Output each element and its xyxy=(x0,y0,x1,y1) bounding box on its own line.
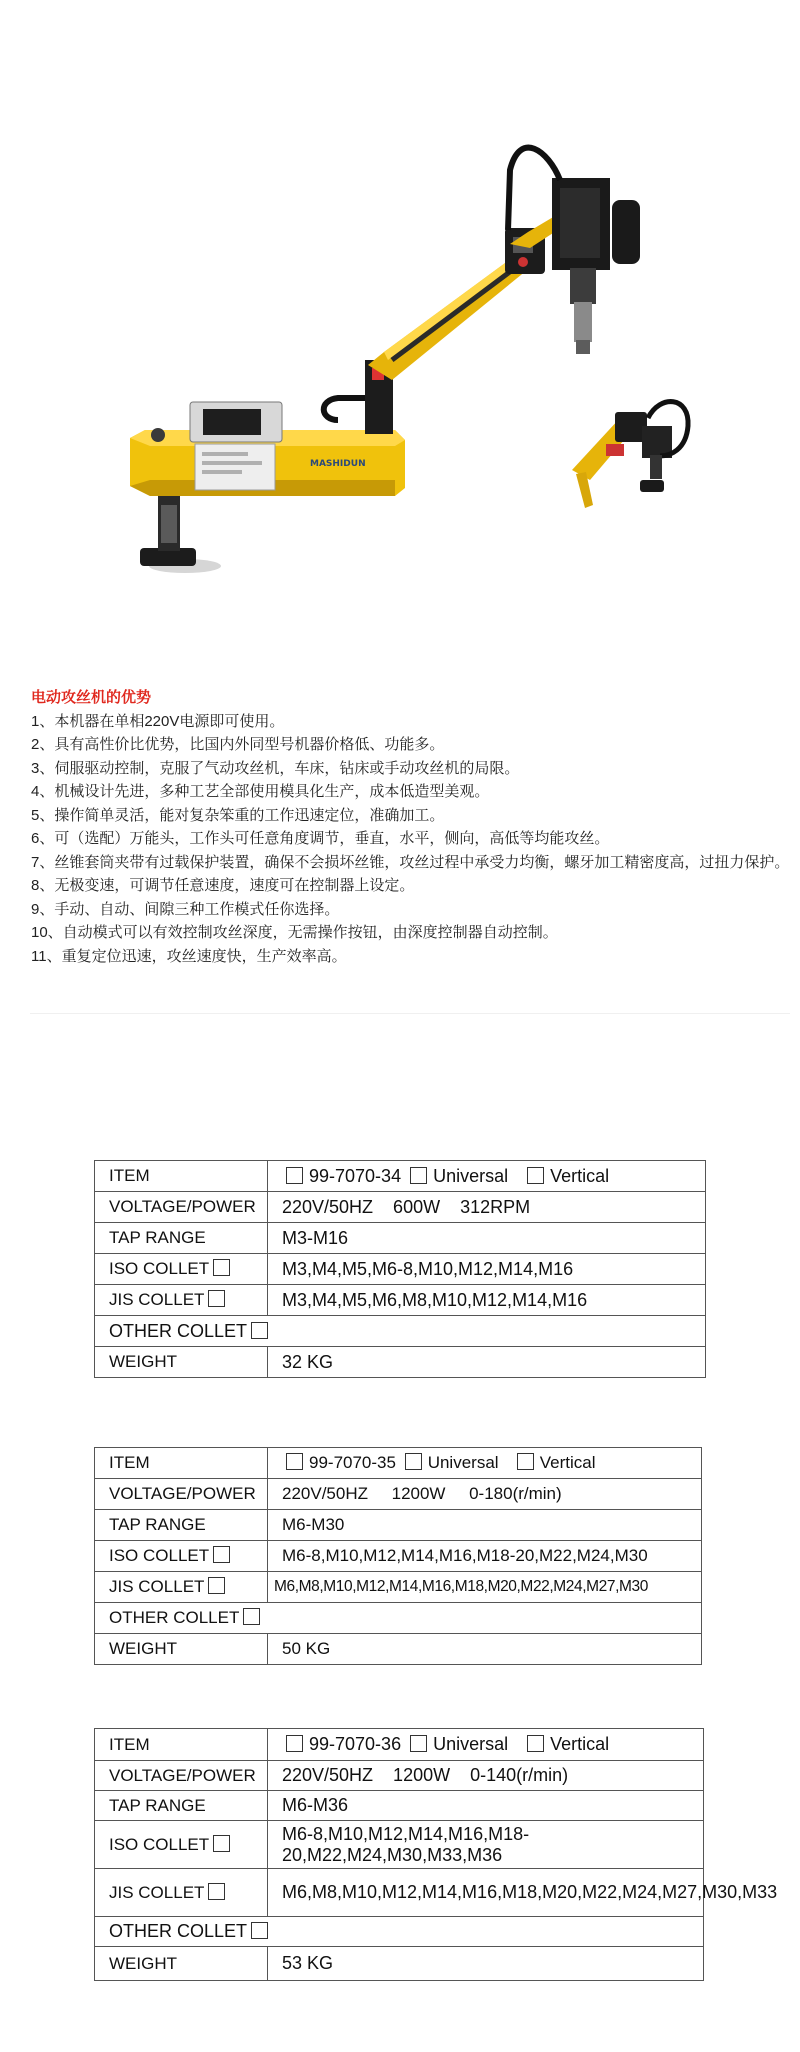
universal-label: Universal xyxy=(427,1453,499,1472)
product-photo xyxy=(0,0,800,640)
voltage-value: 220V/50HZ 600W 312RPM xyxy=(268,1192,706,1223)
item-label: ITEM xyxy=(95,1161,268,1192)
jis-collet-label: JIS COLLET xyxy=(109,1577,205,1596)
list-item: 8、无极变速，可调节任意速度，速度可在控制器上设定。 xyxy=(31,877,415,894)
list-item: 5、操作简单灵活，能对复杂笨重的工作迅速定位，准确加工。 xyxy=(31,806,445,824)
other-collet-checkbox[interactable] xyxy=(243,1608,260,1625)
other-collet-checkbox[interactable] xyxy=(251,1922,268,1939)
model-checkbox[interactable] xyxy=(286,1167,303,1184)
iso-collet-checkbox[interactable] xyxy=(213,1835,230,1852)
item-options xyxy=(268,1161,706,1192)
advantages-title: 电动攻丝机的优势 xyxy=(31,689,152,706)
model-checkbox[interactable] xyxy=(286,1735,303,1752)
tap-range-value: M6-M30 xyxy=(268,1510,702,1541)
voltage-value: 220V/50HZ 1200W 0-180(r/min) xyxy=(268,1479,702,1510)
iso-collet-cell xyxy=(95,1821,268,1869)
iso-collet-checkbox[interactable] xyxy=(213,1546,230,1563)
vertical-checkbox[interactable] xyxy=(527,1735,544,1752)
other-collet-label: OTHER COLLET xyxy=(109,1320,248,1341)
iso-collet-label: ISO COLLET xyxy=(109,1546,210,1565)
vertical-label: Vertical xyxy=(539,1453,596,1472)
jis-collet-cell xyxy=(95,1572,268,1603)
jis-collet-checkbox[interactable] xyxy=(208,1290,225,1307)
weight-value: 32 KG xyxy=(268,1347,706,1378)
other-collet-cell xyxy=(95,1917,704,1947)
spec-table-2 xyxy=(94,1447,702,1665)
universal-label: Universal xyxy=(433,1165,509,1186)
weight-label: WEIGHT xyxy=(95,1947,268,1981)
model-number: 99-7070-35 xyxy=(309,1453,396,1472)
spec-table-1 xyxy=(94,1160,706,1378)
item-options xyxy=(268,1729,704,1761)
list-item: 4、机械设计先进，多种工艺全部使用模具化生产，成本低造型美观。 xyxy=(31,783,490,800)
advantages-section xyxy=(31,686,791,968)
jis-collet-value: M3,M4,M5,M6,M8,M10,M12,M14,M16 xyxy=(268,1285,706,1316)
jis-collet-checkbox[interactable] xyxy=(208,1883,225,1900)
universal-label: Universal xyxy=(433,1734,509,1754)
model-checkbox[interactable] xyxy=(286,1453,303,1470)
jis-collet-label: JIS COLLET xyxy=(109,1290,205,1309)
universal-checkbox[interactable] xyxy=(405,1453,422,1470)
tap-range-label: TAP RANGE xyxy=(95,1223,268,1254)
voltage-label: VOLTAGE/POWER xyxy=(95,1761,268,1791)
brand-label: MASHIDUN xyxy=(310,459,366,469)
tap-range-value: M3-M16 xyxy=(268,1223,706,1254)
iso-collet-label: ISO COLLET xyxy=(109,1259,210,1278)
universal-checkbox[interactable] xyxy=(410,1735,427,1752)
model-number: 99-7070-34 xyxy=(309,1165,402,1186)
jis-collet-value: M6,M8,M10,M12,M14,M16,M18,M20,M22,M24,M27,M30,M33 xyxy=(268,1869,704,1917)
advantages-list xyxy=(31,710,791,969)
vertical-checkbox[interactable] xyxy=(527,1167,544,1184)
weight-label: WEIGHT xyxy=(95,1347,268,1378)
other-collet-label: OTHER COLLET xyxy=(109,1921,248,1941)
iso-collet-cell xyxy=(95,1254,268,1285)
item-options xyxy=(268,1448,702,1479)
weight-value: 50 KG xyxy=(268,1634,702,1665)
jis-collet-checkbox[interactable] xyxy=(208,1577,225,1594)
list-item: 10、自动模式可以有效控制攻丝深度，无需操作按钮，由深度控制器自动控制。 xyxy=(31,924,558,941)
iso-collet-value: M6-8,M10,M12,M14,M16,M18-20,M22,M24,M30 xyxy=(268,1541,702,1572)
voltage-label: VOLTAGE/POWER xyxy=(95,1192,268,1223)
jis-collet-label: JIS COLLET xyxy=(109,1882,205,1902)
universal-checkbox[interactable] xyxy=(410,1167,427,1184)
list-item: 9、手动、自动、间隙三种工作模式任你选择。 xyxy=(31,900,340,918)
voltage-label: VOLTAGE/POWER xyxy=(95,1479,268,1510)
vertical-checkbox[interactable] xyxy=(517,1453,534,1470)
other-collet-checkbox[interactable] xyxy=(251,1322,268,1339)
jis-collet-cell xyxy=(95,1869,268,1917)
spec-table-3 xyxy=(94,1728,778,1981)
tap-range-label: TAP RANGE xyxy=(95,1791,268,1821)
list-item: 7、丝锥套筒夹带有过载保护装置，确保不会损坏丝锥，攻丝过程中承受力均衡，螺牙加工精密度高，过扭力保护。 xyxy=(31,853,790,871)
voltage-value: 220V/50HZ 1200W 0-140(r/min) xyxy=(268,1761,704,1791)
list-item: 1、本机器在单相220V电源即可使用。 xyxy=(31,712,285,730)
iso-collet-value: M6-8,M10,M12,M14,M16,M18-20,M22,M24,M30,M33,M36 xyxy=(268,1821,704,1869)
iso-collet-value: M3,M4,M5,M6-8,M10,M12,M14,M16 xyxy=(268,1254,706,1285)
item-label: ITEM xyxy=(95,1729,268,1761)
weight-label: WEIGHT xyxy=(95,1634,268,1665)
list-item: 11、重复定位迅速，攻丝速度快，生产效率高。 xyxy=(31,947,347,965)
jis-collet-cell xyxy=(95,1285,268,1316)
other-collet-label: OTHER COLLET xyxy=(109,1608,240,1627)
tap-range-label: TAP RANGE xyxy=(95,1510,268,1541)
vertical-label: Vertical xyxy=(550,1165,610,1186)
iso-collet-cell xyxy=(95,1541,268,1572)
jis-collet-value: M6,M8,M10,M12,M14,M16,M18,M20,M22,M24,M27,M30 xyxy=(268,1572,702,1603)
weight-value: 53 KG xyxy=(268,1947,704,1981)
iso-collet-label: ISO COLLET xyxy=(109,1834,210,1854)
list-item: 2、具有高性价比优势，比国内外同型号机器价格低、功能多。 xyxy=(31,736,445,753)
model-number: 99-7070-36 xyxy=(309,1734,402,1754)
list-item: 3、伺服驱动控制，克服了气动攻丝机，车床，钻床或手动攻丝机的局限。 xyxy=(31,759,520,777)
other-collet-cell xyxy=(95,1316,706,1347)
iso-collet-checkbox[interactable] xyxy=(213,1259,230,1276)
divider xyxy=(30,1013,790,1014)
tap-range-value: M6-M36 xyxy=(268,1791,704,1821)
item-label: ITEM xyxy=(95,1448,268,1479)
other-collet-cell xyxy=(95,1603,702,1634)
vertical-label: Vertical xyxy=(550,1734,610,1754)
list-item: 6、可（选配）万能头，工作头可任意角度调节，垂直，水平，侧向，高低等均能攻丝。 xyxy=(31,830,610,847)
